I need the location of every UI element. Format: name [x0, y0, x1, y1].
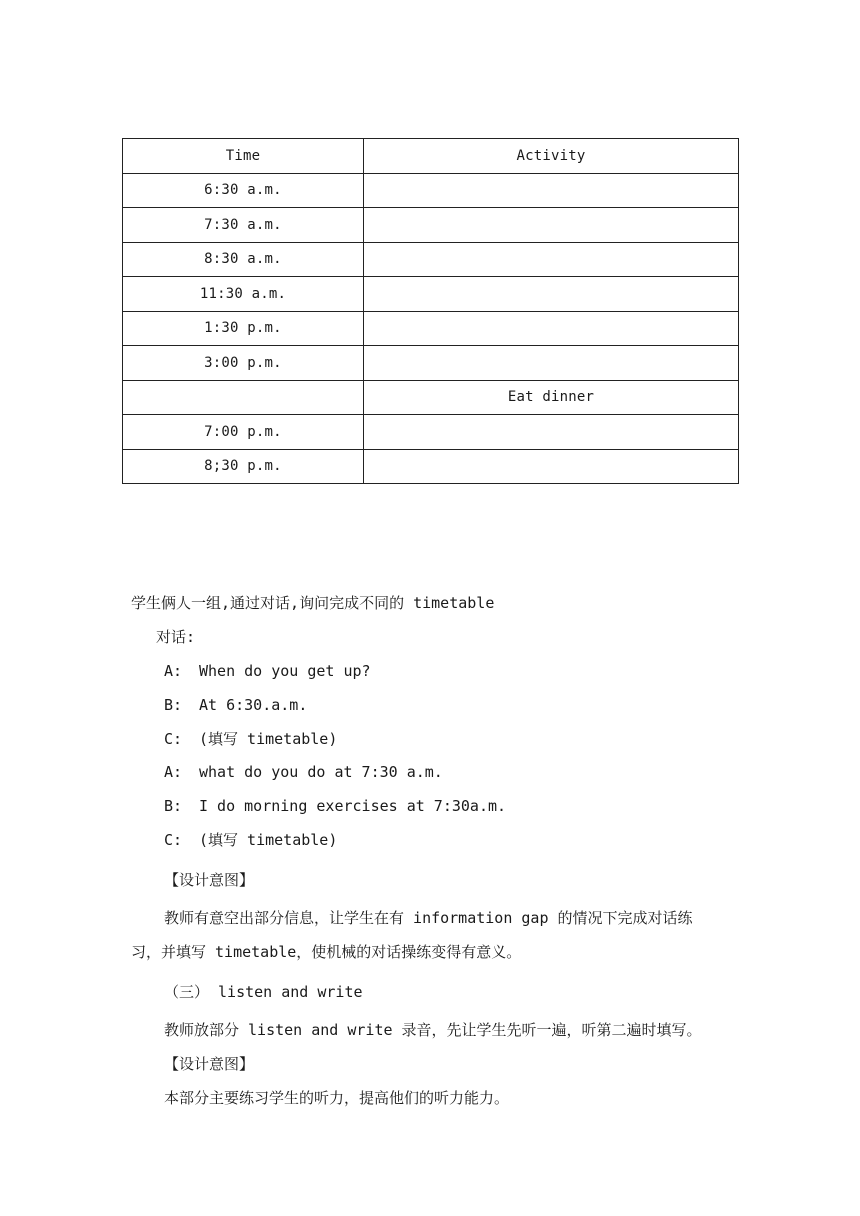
paragraph-line: 教师有意空出部分信息，让学生在有 information gap 的情况下完成对话练 — [164, 909, 693, 927]
intro-text: 学生俩人一组,通过对话,询问完成不同的 timetable — [131, 594, 495, 612]
dialogue-line: When do you get up? — [199, 662, 371, 680]
activity-cell — [364, 311, 739, 346]
paragraph-line: 教师放部分 listen and write 录音，先让学生先听一遍，听第二遍时填写。 — [164, 1021, 702, 1039]
time-cell: 1:30 p.m. — [123, 311, 364, 346]
header-time: Time — [123, 139, 364, 174]
activity-cell — [364, 242, 739, 277]
activity-cell — [364, 277, 739, 312]
dialogue-speaker: B: — [164, 696, 183, 714]
table-row — [123, 380, 739, 415]
activity-cell — [364, 208, 739, 243]
table-row — [123, 277, 739, 312]
design-intent-heading: 【设计意图】 — [164, 1055, 255, 1073]
paragraph-line: 本部分主要练习学生的听力，提高他们的听力能力。 — [164, 1089, 510, 1107]
design-intent-heading: 【设计意图】 — [164, 871, 255, 889]
time-cell: 8:30 a.m. — [123, 242, 364, 277]
table-row — [123, 208, 739, 243]
dialogue-speaker: A: — [164, 763, 183, 781]
time-cell: 3:00 p.m. — [123, 346, 364, 381]
table-row — [123, 242, 739, 277]
dialogue-speaker: B: — [164, 797, 183, 815]
activity-cell: Eat dinner — [364, 380, 739, 415]
time-cell — [123, 380, 364, 415]
table-row — [123, 346, 739, 381]
dialogue-line: what do you do at 7:30 a.m. — [199, 763, 443, 781]
dialogue-line: At 6:30.a.m. — [199, 696, 308, 714]
time-cell: 7:00 p.m. — [123, 415, 364, 450]
dialogue-speaker: C: — [164, 831, 183, 849]
activity-cell — [364, 449, 739, 484]
time-cell: 6:30 a.m. — [123, 173, 364, 208]
table-row — [123, 311, 739, 346]
header-activity: Activity — [364, 139, 739, 174]
activity-cell — [364, 415, 739, 450]
table-header-row — [123, 139, 739, 174]
dialogue-speaker: C: — [164, 730, 183, 748]
dialogue-line: (填写 timetable) — [199, 730, 338, 748]
time-cell: 11:30 a.m. — [123, 277, 364, 312]
time-cell: 7:30 a.m. — [123, 208, 364, 243]
section-heading: （三） listen and write — [164, 983, 363, 1001]
paragraph-line: 习，并填写 timetable，使机械的对话操练变得有意义。 — [131, 943, 522, 961]
dialogue-speaker: A: — [164, 662, 183, 680]
dialogue-line: (填写 timetable) — [199, 831, 338, 849]
table-row — [123, 449, 739, 484]
table-row — [123, 415, 739, 450]
activity-cell — [364, 173, 739, 208]
activity-cell — [364, 346, 739, 381]
timetable-table — [122, 138, 739, 484]
table-row — [123, 173, 739, 208]
dialogue-label: 对话: — [156, 628, 196, 646]
time-cell: 8;30 p.m. — [123, 449, 364, 484]
dialogue-line: I do morning exercises at 7:30a.m. — [199, 797, 507, 815]
